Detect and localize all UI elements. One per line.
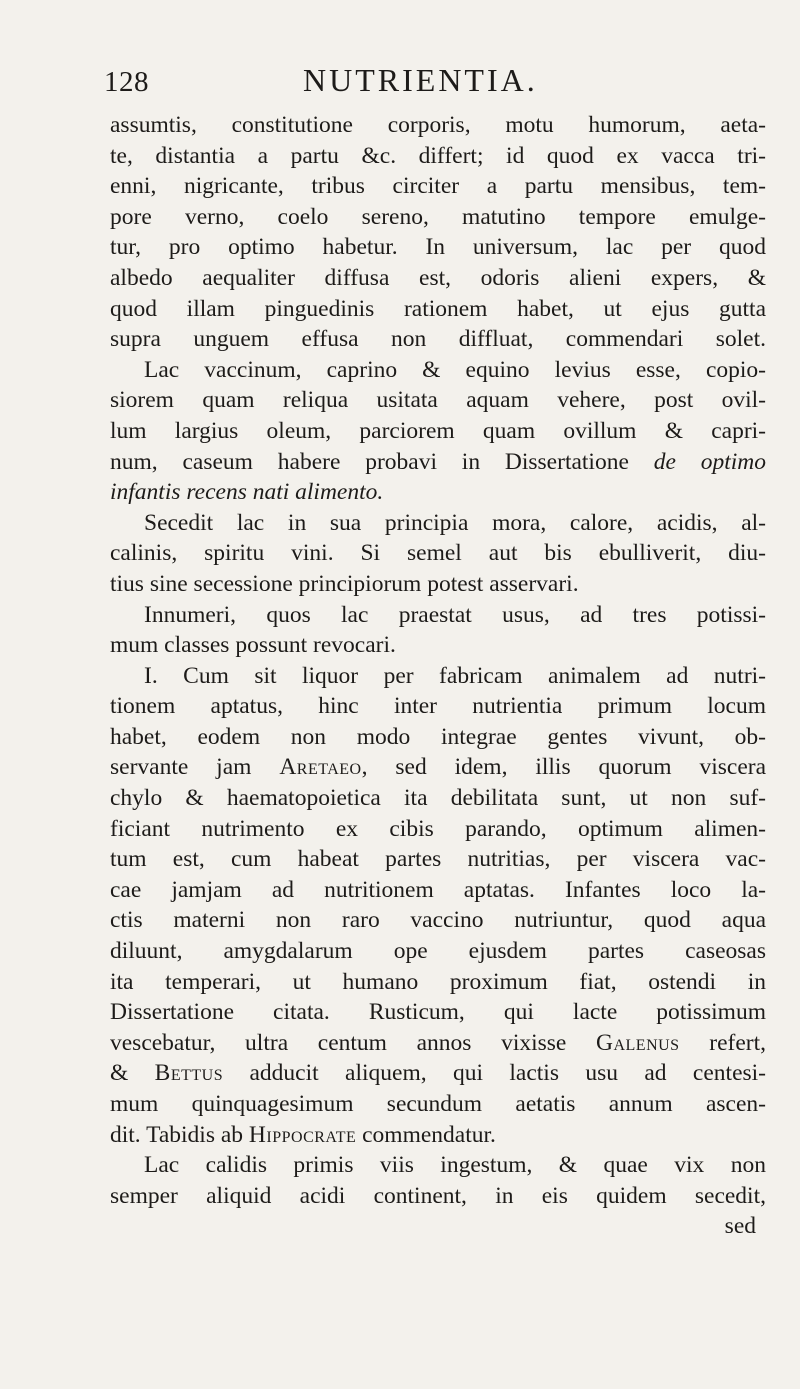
text-line: calinis, spiritu vini. Si semel aut bis ebulliverit, diu- <box>110 540 766 567</box>
catchword: sed <box>724 1213 756 1240</box>
text-line: Dissertatione citata. Rusticum, qui lacte potissimum <box>110 999 766 1026</box>
text-line: diluunt, amygdalarum ope ejusdem partes caseosas <box>110 938 766 965</box>
text-line: enni, nigricante, tribus circiter a partu mensibus, tem- <box>110 173 766 200</box>
text-line: habet, eodem non modo integrae gentes vivunt, ob- <box>110 723 766 750</box>
text-line: Innumeri, quos lac praestat usus, ad tres potissi- <box>144 601 766 628</box>
text-line: semper aliquid acidi continent, in eis quidem secedit, <box>110 1182 766 1209</box>
text-line: I. Cum sit liquor per fabricam animalem ad nutri- <box>144 662 766 689</box>
text-line: chylo & haematopoietica ita debilitata sunt, ut non suf- <box>110 785 766 812</box>
text-line: ficiant nutrimento ex cibis parando, optimum alimen- <box>110 815 766 842</box>
author-name: Aretaeo <box>279 754 362 781</box>
text-line: mum classes possunt revocari. <box>110 632 396 659</box>
text-run: servante jam <box>110 754 280 781</box>
text-run: , sed idem, illis quorum viscera <box>361 754 767 781</box>
text-line: pore verno, coelo sereno, matutino tempore emulge- <box>110 203 766 230</box>
running-head: NUTRIENTIA. <box>303 62 538 98</box>
text-run: adducit aliquem, qui lactis usu ad centesi- <box>223 1060 766 1087</box>
text-line <box>110 752 766 783</box>
page-number: 128 <box>104 66 149 98</box>
text-line: tionem aptatus, hinc inter nutrientia primum locum <box>110 693 766 720</box>
text-line: quod illam pinguedinis rationem habet, ut ejus gutta <box>110 295 766 322</box>
text-run: vescebatur, ultra centum annos vixisse <box>110 1029 596 1056</box>
text-line: te, distantia a partu &c. differt; id quod ex vacca tri- <box>110 142 766 169</box>
author-name: Galenus <box>596 1029 680 1056</box>
text-line: siorem quam reliqua usitata aquam vehere, post ovil- <box>110 387 766 414</box>
text-line: lum largius oleum, parciorem quam ovillum & capri- <box>110 417 766 444</box>
text-line: tur, pro optimo habetur. In universum, lac per quod <box>110 234 766 261</box>
text-run: & <box>110 1060 155 1087</box>
text-line <box>110 1028 766 1059</box>
body-text <box>110 110 766 1242</box>
text-line: albedo aequaliter diffusa est, odoris alieni expers, & <box>110 264 766 291</box>
page-header <box>0 62 800 102</box>
text-line: assumtis, constitutione corporis, motu humorum, aeta- <box>110 112 766 138</box>
text-line: Secedit lac in sua principia mora, calore, acidis, al- <box>144 509 766 536</box>
text-line <box>110 1120 766 1151</box>
text-line <box>110 447 766 478</box>
text-run: refert, <box>679 1029 766 1056</box>
text-run: dit. Tabidis ab <box>110 1121 249 1148</box>
text-line: cae jamjam ad nutritionem aptatas. Infantes loco la- <box>110 876 766 903</box>
text-line: supra unguem effusa non diffluat, commendari solet. <box>110 326 766 353</box>
text-line: tius sine secessione principiorum potest asservari. <box>110 570 579 597</box>
text-run: commendatur. <box>356 1121 496 1148</box>
text-line: mum quinquagesimum secundum aetatis annum ascen- <box>110 1091 766 1117</box>
italic-title: de optimo <box>653 448 766 475</box>
text-line: ita temperari, ut humano proximum fiat, ostendi in <box>110 968 766 995</box>
author-name: Hippocrate <box>248 1121 357 1148</box>
text-line: ctis materni non raro vaccino nutriuntur, quod aqua <box>110 907 766 934</box>
text-line: tum est, cum habeat partes nutritias, per viscera vac- <box>110 846 766 873</box>
text-line <box>110 1058 766 1089</box>
text-run: num, caseum habere probavi in Dissertatione <box>110 448 654 475</box>
text-line: infantis recens nati alimento. <box>110 479 384 506</box>
author-name: Bettus <box>154 1060 224 1087</box>
text-line: Lac calidis primis viis ingestum, & quae vix non <box>144 1152 766 1179</box>
text-line: Lac vaccinum, caprino & equino levius esse, copio- <box>144 356 766 383</box>
